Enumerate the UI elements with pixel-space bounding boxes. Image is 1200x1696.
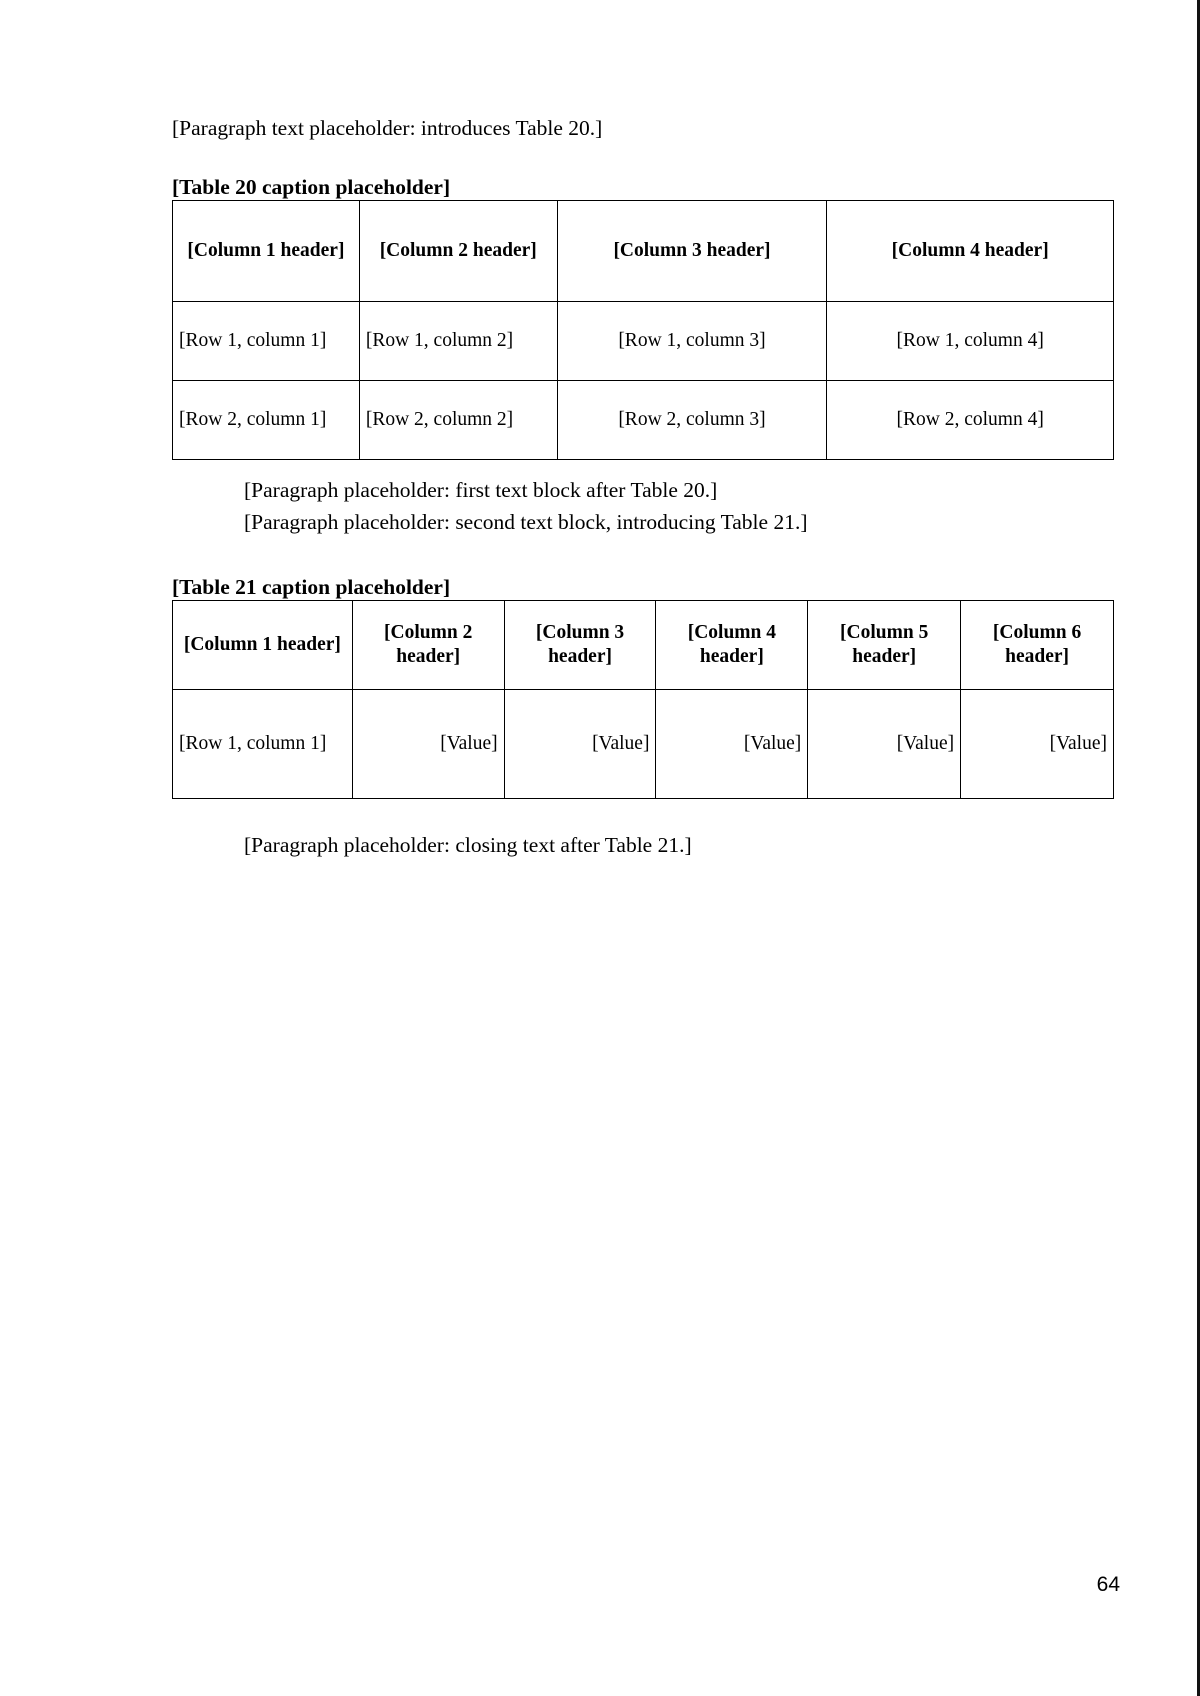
- body-paragraph: [Paragraph placeholder: first text block after Table 20.]: [244, 478, 718, 502]
- table-cell: [Row 1, column 2]: [359, 302, 557, 381]
- table-20-header-cell: [Column 3 header]: [557, 201, 827, 302]
- table-cell: [Value]: [352, 690, 504, 799]
- spacer: [172, 144, 1112, 174]
- table-21-caption: [Table 21 caption placeholder]: [172, 575, 451, 599]
- table-21-header-row: [173, 601, 1114, 690]
- table-row: [173, 381, 1114, 460]
- table-20-header-cell: [Column 1 header]: [173, 201, 360, 302]
- table-cell: [Value]: [656, 690, 808, 799]
- table-cell: [Row 1, column 1]: [173, 302, 360, 381]
- table-cell: [Value]: [504, 690, 656, 799]
- table-20-header-row: [173, 201, 1114, 302]
- table-row: [173, 690, 1114, 799]
- table-21: [172, 600, 1114, 799]
- table-20: [172, 200, 1114, 460]
- table-cell: [Value]: [961, 690, 1114, 799]
- table-cell: [Row 1, column 3]: [557, 302, 827, 381]
- page-content: [172, 112, 1112, 861]
- table-row: [173, 302, 1114, 381]
- intro-paragraph: [Paragraph text placeholder: introduces Table 20.]: [172, 116, 603, 140]
- table-20-caption: [Table 20 caption placeholder]: [172, 175, 451, 199]
- closing-paragraph: [Paragraph placeholder: closing text after Table 21.]: [244, 833, 692, 857]
- table-21-header-cell: [Column 1 header]: [173, 601, 353, 690]
- spacer: [172, 538, 1112, 574]
- table-cell: [Row 2, column 4]: [827, 381, 1114, 460]
- table-21-header-cell: [Column 3 header]: [504, 601, 656, 690]
- body-paragraph: [Paragraph placeholder: second text block, introducing Table 21.]: [244, 510, 808, 534]
- table-cell: [Row 2, column 3]: [557, 381, 827, 460]
- table-21-header-cell: [Column 4 header]: [656, 601, 808, 690]
- table-cell: [Value]: [808, 690, 961, 799]
- page-number: 64: [1096, 1573, 1120, 1596]
- table-cell: [Row 1, column 1]: [173, 690, 353, 799]
- table-cell: [Row 2, column 1]: [173, 381, 360, 460]
- spacer: [172, 799, 1112, 829]
- table-21-header-cell: [Column 2 header]: [352, 601, 504, 690]
- table-cell: [Row 1, column 4]: [827, 302, 1114, 381]
- spacer: [172, 460, 1112, 474]
- table-20-header-cell: [Column 2 header]: [359, 201, 557, 302]
- table-20-header-cell: [Column 4 header]: [827, 201, 1114, 302]
- table-cell: [Row 2, column 2]: [359, 381, 557, 460]
- table-21-header-cell: [Column 5 header]: [808, 601, 961, 690]
- table-21-header-cell: [Column 6 header]: [961, 601, 1114, 690]
